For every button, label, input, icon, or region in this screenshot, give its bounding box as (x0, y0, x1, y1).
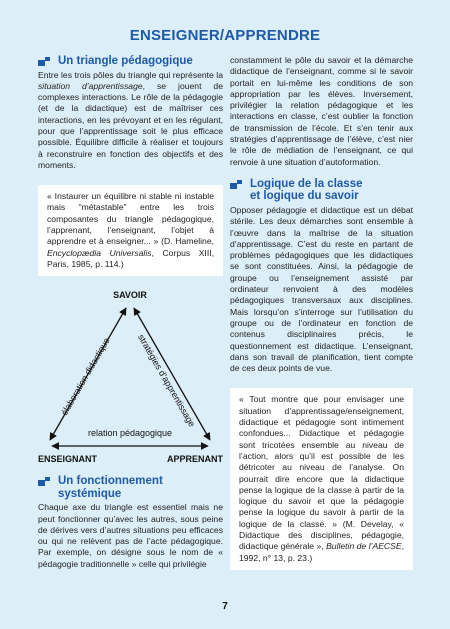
quote-emphasis: Encyclopædia Universalis (47, 247, 152, 258)
square-bullet-icon (38, 57, 51, 66)
section-paragraph-logique: Opposer pédagogie et didactique est un débat stérile. Les deux démarches sont ensemble à l’œuvre dans la maîtrise de la situation d’apprentissage. C’est du reste en partant de problèmes pédagogiques que les didactiques se sont constituées. Ainsi, la pédagogie de groupe ou l’enseignement assisté par ordinateur renvoient à des modèles pédagogiques transversaux aux disciplines. Mais lorsqu’on s’interroge sur l’utilisation du groupe ou de l’ordinateur en fonction de contenus disciplinaires précis, le questionnement est didactique. L’enseignant, dans son travail de planification, tient compte de ces deux points de vue. (230, 204, 413, 374)
section-paragraph-fonctionnement: Chaque axe du triangle est essentiel mais ne peut fonctionner qu’avec les autres, sous peine de dérives vers d’autres situations peu efficaces ou qui ne relèvent pas de l’acte pédagogique. Par exemple, on désigne sous le nom de « pédagogie traditionnelle » celle qui privilégie (38, 502, 223, 569)
vertex-label-apprenant: APPRENANT (166, 454, 223, 465)
page-number: 7 (222, 601, 228, 612)
square-bullet-icon (230, 180, 243, 189)
quote-box-hameline (38, 185, 223, 276)
quote-text: , Corpus XIII, Paris, 1985, p. 114.) (47, 247, 214, 269)
quote-box-develay (230, 388, 413, 569)
section-heading-logique (230, 178, 413, 203)
section-heading-line-1: Logique de la classe (250, 177, 363, 190)
triangle-edge-right (134, 308, 210, 440)
square-bullet-icon (38, 477, 51, 486)
section-heading-text: Un triangle pédagogique (58, 55, 193, 67)
text-emphasis: situation d’apprentissage (38, 80, 143, 91)
edge-label-strategies: stratégies d’apprentissage (135, 332, 198, 429)
page-title: ENSEIGNER/APPRENDRE (129, 27, 321, 44)
vertex-label-savoir: SAVOIR (113, 290, 147, 301)
section-heading-triangle (38, 55, 223, 68)
text-run: , se jouent de complexes interactions. Le rôle de la pédagogie (et de la didactique) est de maîtriser ces interactions, en les prévoyant et en les régulant, pour que l’apprentissage soit le plus efficace possible. Équilibre difficile à réaliser et toujours à reconstruire en fonction des objectifs et des moments. (38, 80, 223, 170)
triangle-diagram-svg (38, 286, 223, 466)
section-heading-line-2: et logique du savoir (250, 190, 359, 203)
vertex-label-enseignant: ENSEIGNANT (38, 454, 98, 465)
edge-label-relation: relation pédagogique (87, 428, 173, 439)
left-column (38, 55, 223, 570)
quote-text: , 1992, n° 13, p. 23.) (239, 541, 404, 563)
text-run: Entre les trois pôles du triangle qui représente la (38, 69, 223, 80)
triangle-diagram (38, 286, 223, 466)
right-column (230, 55, 413, 570)
section-heading-line-2: systémique (58, 487, 122, 500)
section-paragraph-triangle (38, 70, 223, 172)
quote-text: « Tout montre que pour envisager une situation d’apprentissage/enseignement, didactique et pédagogie sont intimement confondues... Didactique et pédagogie sont tricotées ensemble au niveau de l’action, alors qu’il est possible de les détricoter au niveau de l’analyse. On pourrait dire encore que la didactique pense la logique de la classe à partir de la logique du savoir et que la pédagogie pense la logique du savoir à partir de la logique de la classe. » (M. Develay, « Didactique des disciplines, pédagogie, didactique générale », (239, 394, 404, 552)
quote-emphasis: Bulletin de l’AECSE (326, 541, 402, 552)
quote-text: « Instaurer un équilibre ni stable ni instable mais “métastable” entre les trois composantes du triangle pédagogique, l’apprenant, l’enseignant, l’objet à apprendre et à enseigner... » (D. Hameline, (47, 191, 214, 247)
continued-paragraph: constamment le pôle du savoir et la démarche didactique de l’enseignant, comme si le savoir portait en lui-même les conditions de son appropriation par les élèves. Inversement, privilégier la relation pédagogique et les interactions en classe, c’est oublier la fonction de transmission de l’école. Et s’en tenir aux stratégies d’apprentissage de l’élève, c’est nier le rôle de médiation de l’enseignant, ce qui renvoie à une situation d’autoformation. (230, 55, 413, 167)
section-heading-line-1: Un fonctionnement (58, 475, 163, 488)
section-heading-fonctionnement (38, 475, 223, 500)
edge-label-didactique: élaboration didactique (59, 336, 112, 418)
